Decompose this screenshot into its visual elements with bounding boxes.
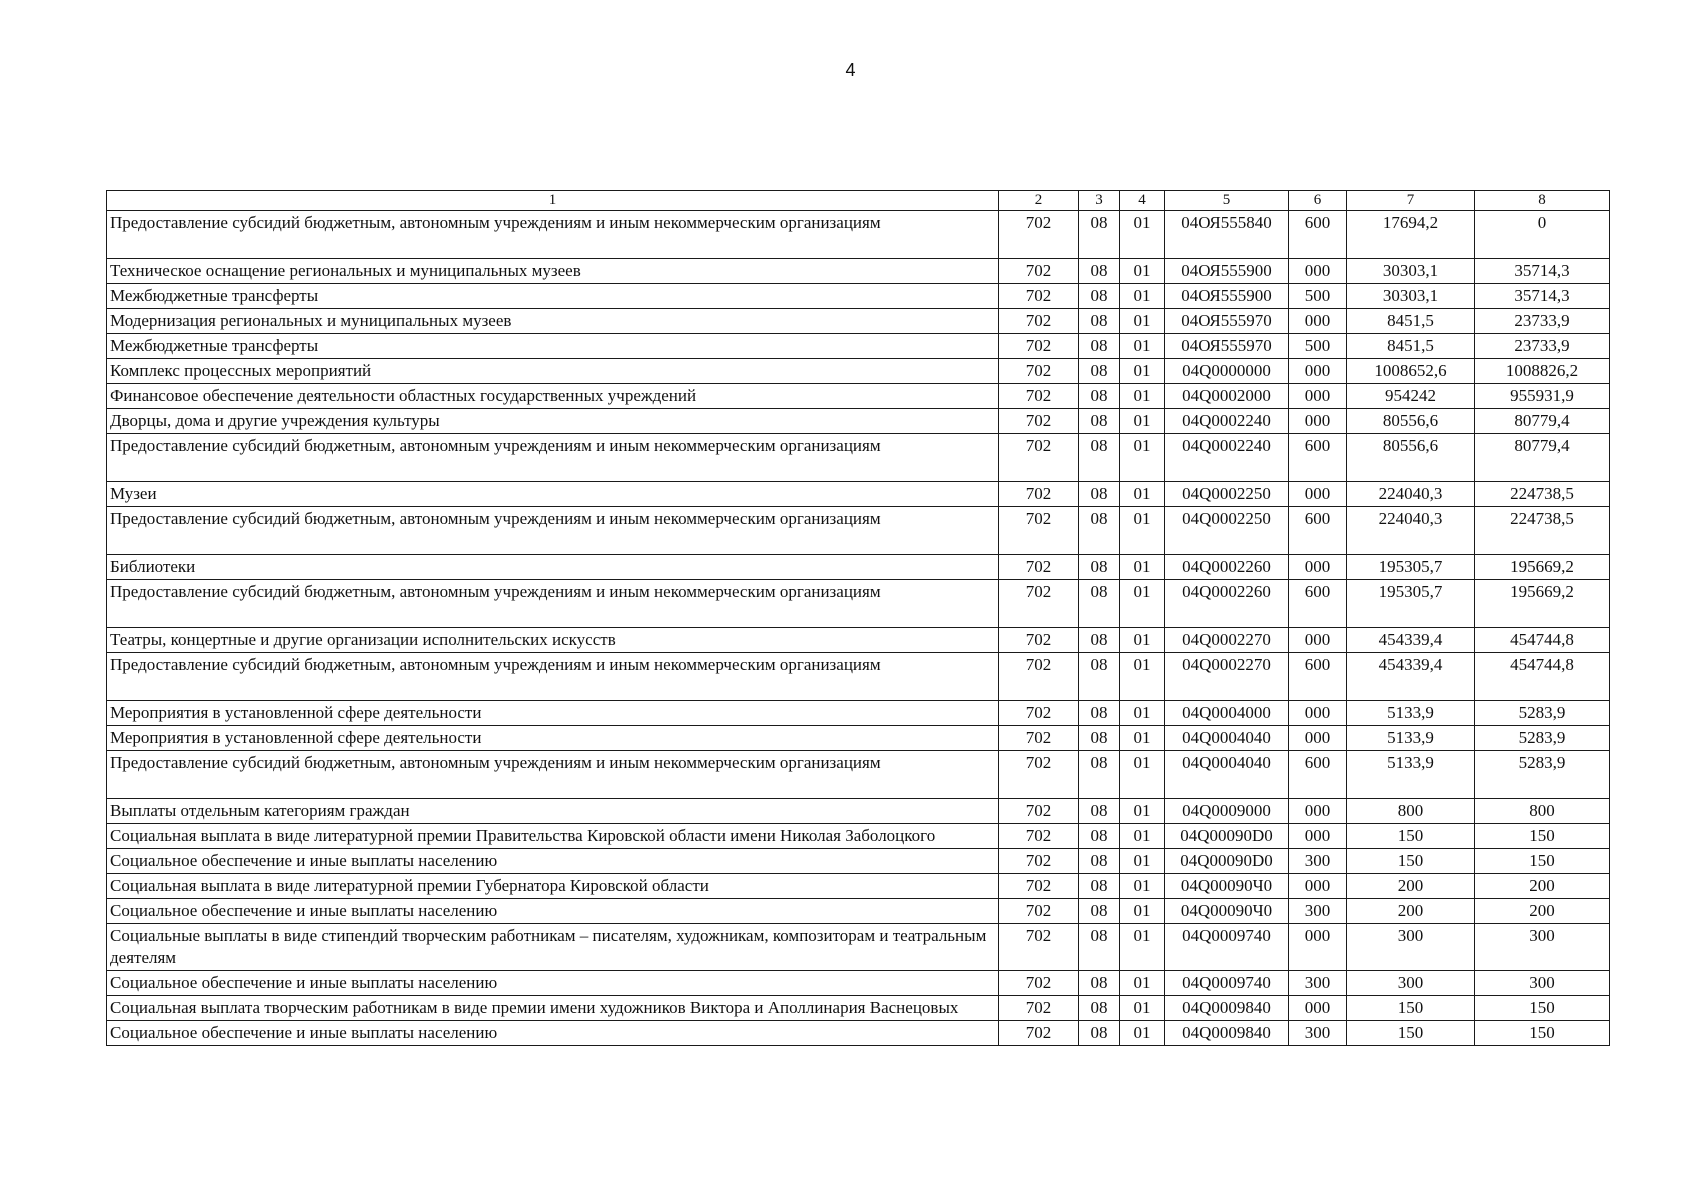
expense-type-cell: 600: [1289, 580, 1347, 628]
code-702-cell: 702: [999, 628, 1079, 653]
section-cell: 08: [1079, 284, 1120, 309]
subsection-cell: 01: [1120, 799, 1165, 824]
row-name-cell: Социальная выплата в виде литературной премии Губернатора Кировской области: [107, 874, 999, 899]
table-row: [107, 434, 1610, 482]
amount-col8-cell: 300: [1475, 971, 1610, 996]
expense-type-cell: 000: [1289, 259, 1347, 284]
row-name-cell: Предоставление субсидий бюджетным, автономным учреждениям и иным некоммерческим организациям: [107, 507, 999, 555]
amount-col8-cell: 195669,2: [1475, 580, 1610, 628]
section-cell: 08: [1079, 359, 1120, 384]
table-row: [107, 555, 1610, 580]
code-702-cell: 702: [999, 507, 1079, 555]
section-cell: 08: [1079, 507, 1120, 555]
amount-col8-cell: 454744,8: [1475, 653, 1610, 701]
row-name-cell: Социальная выплата творческим работникам в виде премии имени художников Виктора и Аполлинария Васнецовых: [107, 996, 999, 1021]
amount-col8-cell: 300: [1475, 924, 1610, 971]
amount-col8-cell: 200: [1475, 874, 1610, 899]
column-header-8: 8: [1475, 191, 1610, 211]
target-article-cell: 04Q0002270: [1165, 653, 1289, 701]
table-row: [107, 309, 1610, 334]
table-row: [107, 996, 1610, 1021]
amount-col8-cell: 80779,4: [1475, 409, 1610, 434]
table-row: [107, 799, 1610, 824]
code-702-cell: 702: [999, 751, 1079, 799]
amount-col8-cell: 0: [1475, 211, 1610, 259]
table-row: [107, 849, 1610, 874]
row-name-cell: Финансовое обеспечение деятельности областных государственных учреждений: [107, 384, 999, 409]
expense-type-cell: 600: [1289, 751, 1347, 799]
amount-col8-cell: 5283,9: [1475, 726, 1610, 751]
code-702-cell: 702: [999, 434, 1079, 482]
row-name-cell: Социальные выплаты в виде стипендий творческим работникам – писателям, художникам, композиторам и театральным деятелям: [107, 924, 999, 971]
row-name-cell: Комплекс процессных мероприятий: [107, 359, 999, 384]
expense-type-cell: 000: [1289, 384, 1347, 409]
section-cell: 08: [1079, 409, 1120, 434]
amount-col8-cell: 150: [1475, 996, 1610, 1021]
table-row: [107, 899, 1610, 924]
subsection-cell: 01: [1120, 924, 1165, 971]
subsection-cell: 01: [1120, 284, 1165, 309]
amount-col7-cell: 5133,9: [1347, 726, 1475, 751]
target-article-cell: 04Q0002250: [1165, 507, 1289, 555]
subsection-cell: 01: [1120, 628, 1165, 653]
table-body: [107, 211, 1610, 1046]
target-article-cell: 04Q0004040: [1165, 751, 1289, 799]
row-name-cell: Дворцы, дома и другие учреждения культуры: [107, 409, 999, 434]
subsection-cell: 01: [1120, 653, 1165, 701]
expense-type-cell: 000: [1289, 726, 1347, 751]
amount-col8-cell: 23733,9: [1475, 309, 1610, 334]
amount-col8-cell: 5283,9: [1475, 751, 1610, 799]
code-702-cell: 702: [999, 1021, 1079, 1046]
amount-col7-cell: 224040,3: [1347, 507, 1475, 555]
expense-type-cell: 000: [1289, 482, 1347, 507]
subsection-cell: 01: [1120, 434, 1165, 482]
section-cell: 08: [1079, 751, 1120, 799]
code-702-cell: 702: [999, 284, 1079, 309]
expense-type-cell: 600: [1289, 434, 1347, 482]
column-header-2: 2: [999, 191, 1079, 211]
amount-col8-cell: 454744,8: [1475, 628, 1610, 653]
amount-col8-cell: 35714,3: [1475, 284, 1610, 309]
code-702-cell: 702: [999, 971, 1079, 996]
subsection-cell: 01: [1120, 580, 1165, 628]
code-702-cell: 702: [999, 409, 1079, 434]
target-article-cell: 04Q0002260: [1165, 555, 1289, 580]
target-article-cell: 04Q0000000: [1165, 359, 1289, 384]
section-cell: 08: [1079, 580, 1120, 628]
section-cell: 08: [1079, 924, 1120, 971]
code-702-cell: 702: [999, 849, 1079, 874]
section-cell: 08: [1079, 1021, 1120, 1046]
expense-type-cell: 300: [1289, 971, 1347, 996]
section-cell: 08: [1079, 971, 1120, 996]
table-row: [107, 507, 1610, 555]
section-cell: 08: [1079, 434, 1120, 482]
subsection-cell: 01: [1120, 849, 1165, 874]
section-cell: 08: [1079, 482, 1120, 507]
subsection-cell: 01: [1120, 874, 1165, 899]
expense-type-cell: 000: [1289, 359, 1347, 384]
row-name-cell: Предоставление субсидий бюджетным, автономным учреждениям и иным некоммерческим организациям: [107, 751, 999, 799]
budget-table: [106, 190, 1610, 1046]
table-row: [107, 482, 1610, 507]
table-row: [107, 874, 1610, 899]
row-name-cell: Социальное обеспечение и иные выплаты населению: [107, 899, 999, 924]
section-cell: 08: [1079, 799, 1120, 824]
code-702-cell: 702: [999, 996, 1079, 1021]
expense-type-cell: 000: [1289, 309, 1347, 334]
amount-col7-cell: 300: [1347, 971, 1475, 996]
expense-type-cell: 500: [1289, 334, 1347, 359]
target-article-cell: 04Q0009740: [1165, 971, 1289, 996]
expense-type-cell: 000: [1289, 924, 1347, 971]
subsection-cell: 01: [1120, 899, 1165, 924]
subsection-cell: 01: [1120, 701, 1165, 726]
amount-col8-cell: 955931,9: [1475, 384, 1610, 409]
section-cell: 08: [1079, 334, 1120, 359]
table-row: [107, 1021, 1610, 1046]
amount-col7-cell: 150: [1347, 996, 1475, 1021]
amount-col7-cell: 80556,6: [1347, 434, 1475, 482]
subsection-cell: 01: [1120, 384, 1165, 409]
target-article-cell: 04Q0009840: [1165, 1021, 1289, 1046]
amount-col7-cell: 5133,9: [1347, 701, 1475, 726]
target-article-cell: 04ОЯ555900: [1165, 284, 1289, 309]
section-cell: 08: [1079, 824, 1120, 849]
table-row: [107, 971, 1610, 996]
subsection-cell: 01: [1120, 259, 1165, 284]
expense-type-cell: 000: [1289, 824, 1347, 849]
amount-col8-cell: 195669,2: [1475, 555, 1610, 580]
subsection-cell: 01: [1120, 409, 1165, 434]
code-702-cell: 702: [999, 482, 1079, 507]
row-name-cell: Мероприятия в установленной сфере деятельности: [107, 701, 999, 726]
section-cell: 08: [1079, 726, 1120, 751]
table-row: [107, 824, 1610, 849]
target-article-cell: 04Q0004040: [1165, 726, 1289, 751]
amount-col8-cell: 224738,5: [1475, 507, 1610, 555]
amount-col8-cell: 200: [1475, 899, 1610, 924]
section-cell: 08: [1079, 384, 1120, 409]
amount-col8-cell: 35714,3: [1475, 259, 1610, 284]
column-header-5: 5: [1165, 191, 1289, 211]
section-cell: 08: [1079, 701, 1120, 726]
amount-col7-cell: 30303,1: [1347, 284, 1475, 309]
target-article-cell: 04Q0009840: [1165, 996, 1289, 1021]
amount-col7-cell: 300: [1347, 924, 1475, 971]
section-cell: 08: [1079, 259, 1120, 284]
subsection-cell: 01: [1120, 1021, 1165, 1046]
target-article-cell: 04Q0002000: [1165, 384, 1289, 409]
amount-col7-cell: 8451,5: [1347, 334, 1475, 359]
target-article-cell: 04ОЯ555900: [1165, 259, 1289, 284]
expense-type-cell: 600: [1289, 653, 1347, 701]
amount-col7-cell: 150: [1347, 1021, 1475, 1046]
row-name-cell: Выплаты отдельным категориям граждан: [107, 799, 999, 824]
amount-col8-cell: 150: [1475, 1021, 1610, 1046]
expense-type-cell: 000: [1289, 409, 1347, 434]
section-cell: 08: [1079, 628, 1120, 653]
expense-type-cell: 000: [1289, 799, 1347, 824]
target-article-cell: 04ОЯ555840: [1165, 211, 1289, 259]
target-article-cell: 04Q0009740: [1165, 924, 1289, 971]
table-row: [107, 334, 1610, 359]
table-row: [107, 580, 1610, 628]
code-702-cell: 702: [999, 211, 1079, 259]
table-row: [107, 751, 1610, 799]
subsection-cell: 01: [1120, 726, 1165, 751]
target-article-cell: 04Q00090Ч0: [1165, 899, 1289, 924]
table-row: [107, 359, 1610, 384]
subsection-cell: 01: [1120, 309, 1165, 334]
code-702-cell: 702: [999, 701, 1079, 726]
section-cell: 08: [1079, 555, 1120, 580]
code-702-cell: 702: [999, 259, 1079, 284]
table-row: [107, 284, 1610, 309]
code-702-cell: 702: [999, 309, 1079, 334]
code-702-cell: 702: [999, 899, 1079, 924]
target-article-cell: 04Q0002270: [1165, 628, 1289, 653]
target-article-cell: 04Q0004000: [1165, 701, 1289, 726]
expense-type-cell: 600: [1289, 211, 1347, 259]
code-702-cell: 702: [999, 555, 1079, 580]
amount-col7-cell: 800: [1347, 799, 1475, 824]
row-name-cell: Предоставление субсидий бюджетным, автономным учреждениям и иным некоммерческим организациям: [107, 434, 999, 482]
expense-type-cell: 000: [1289, 874, 1347, 899]
code-702-cell: 702: [999, 924, 1079, 971]
code-702-cell: 702: [999, 726, 1079, 751]
expense-type-cell: 000: [1289, 996, 1347, 1021]
row-name-cell: Межбюджетные трансферты: [107, 334, 999, 359]
target-article-cell: 04Q0002260: [1165, 580, 1289, 628]
expense-type-cell: 300: [1289, 1021, 1347, 1046]
table-row: [107, 259, 1610, 284]
table-row: [107, 211, 1610, 259]
row-name-cell: Социальное обеспечение и иные выплаты населению: [107, 1021, 999, 1046]
amount-col7-cell: 1008652,6: [1347, 359, 1475, 384]
amount-col8-cell: 23733,9: [1475, 334, 1610, 359]
row-name-cell: Техническое оснащение региональных и муниципальных музеев: [107, 259, 999, 284]
table-row: [107, 384, 1610, 409]
subsection-cell: 01: [1120, 359, 1165, 384]
row-name-cell: Библиотеки: [107, 555, 999, 580]
amount-col7-cell: 195305,7: [1347, 555, 1475, 580]
table-row: [107, 628, 1610, 653]
row-name-cell: Социальная выплата в виде литературной премии Правительства Кировской области имени Николая Заболоцкого: [107, 824, 999, 849]
column-header-4: 4: [1120, 191, 1165, 211]
column-header-7: 7: [1347, 191, 1475, 211]
target-article-cell: 04Q00090D0: [1165, 849, 1289, 874]
section-cell: 08: [1079, 309, 1120, 334]
expense-type-cell: 000: [1289, 555, 1347, 580]
section-cell: 08: [1079, 899, 1120, 924]
code-702-cell: 702: [999, 653, 1079, 701]
column-header-3: 3: [1079, 191, 1120, 211]
amount-col8-cell: 150: [1475, 824, 1610, 849]
target-article-cell: 04Q00090D0: [1165, 824, 1289, 849]
row-name-cell: Музеи: [107, 482, 999, 507]
table-row: [107, 701, 1610, 726]
code-702-cell: 702: [999, 334, 1079, 359]
subsection-cell: 01: [1120, 482, 1165, 507]
target-article-cell: 04Q0002240: [1165, 409, 1289, 434]
table-row: [107, 924, 1610, 971]
target-article-cell: 04Q0009000: [1165, 799, 1289, 824]
code-702-cell: 702: [999, 799, 1079, 824]
target-article-cell: 04ОЯ555970: [1165, 309, 1289, 334]
row-name-cell: Мероприятия в установленной сфере деятельности: [107, 726, 999, 751]
amount-col7-cell: 5133,9: [1347, 751, 1475, 799]
code-702-cell: 702: [999, 580, 1079, 628]
table-row: [107, 653, 1610, 701]
code-702-cell: 702: [999, 824, 1079, 849]
table-row: [107, 726, 1610, 751]
subsection-cell: 01: [1120, 334, 1165, 359]
amount-col7-cell: 454339,4: [1347, 653, 1475, 701]
amount-col7-cell: 195305,7: [1347, 580, 1475, 628]
target-article-cell: 04Q0002240: [1165, 434, 1289, 482]
column-header-1: 1: [107, 191, 999, 211]
expense-type-cell: 500: [1289, 284, 1347, 309]
column-header-6: 6: [1289, 191, 1347, 211]
target-article-cell: 04Q00090Ч0: [1165, 874, 1289, 899]
amount-col8-cell: 5283,9: [1475, 701, 1610, 726]
row-name-cell: Межбюджетные трансферты: [107, 284, 999, 309]
row-name-cell: Предоставление субсидий бюджетным, автономным учреждениям и иным некоммерческим организациям: [107, 211, 999, 259]
section-cell: 08: [1079, 211, 1120, 259]
row-name-cell: Предоставление субсидий бюджетным, автономным учреждениям и иным некоммерческим организациям: [107, 653, 999, 701]
section-cell: 08: [1079, 996, 1120, 1021]
amount-col7-cell: 150: [1347, 824, 1475, 849]
section-cell: 08: [1079, 874, 1120, 899]
row-name-cell: Предоставление субсидий бюджетным, автономным учреждениям и иным некоммерческим организациям: [107, 580, 999, 628]
section-cell: 08: [1079, 653, 1120, 701]
amount-col7-cell: 200: [1347, 874, 1475, 899]
amount-col7-cell: 200: [1347, 899, 1475, 924]
page-number: 4: [845, 60, 856, 80]
subsection-cell: 01: [1120, 555, 1165, 580]
code-702-cell: 702: [999, 384, 1079, 409]
expense-type-cell: 600: [1289, 507, 1347, 555]
code-702-cell: 702: [999, 359, 1079, 384]
amount-col8-cell: 800: [1475, 799, 1610, 824]
expense-type-cell: 300: [1289, 849, 1347, 874]
section-cell: 08: [1079, 849, 1120, 874]
expense-type-cell: 300: [1289, 899, 1347, 924]
row-name-cell: Социальное обеспечение и иные выплаты населению: [107, 971, 999, 996]
subsection-cell: 01: [1120, 824, 1165, 849]
subsection-cell: 01: [1120, 751, 1165, 799]
row-name-cell: Социальное обеспечение и иные выплаты населению: [107, 849, 999, 874]
subsection-cell: 01: [1120, 211, 1165, 259]
subsection-cell: 01: [1120, 971, 1165, 996]
table-row: [107, 409, 1610, 434]
amount-col7-cell: 17694,2: [1347, 211, 1475, 259]
amount-col7-cell: 954242: [1347, 384, 1475, 409]
amount-col7-cell: 150: [1347, 849, 1475, 874]
amount-col7-cell: 8451,5: [1347, 309, 1475, 334]
amount-col7-cell: 454339,4: [1347, 628, 1475, 653]
amount-col7-cell: 30303,1: [1347, 259, 1475, 284]
header-row: [107, 191, 1610, 211]
code-702-cell: 702: [999, 874, 1079, 899]
amount-col7-cell: 224040,3: [1347, 482, 1475, 507]
target-article-cell: 04Q0002250: [1165, 482, 1289, 507]
amount-col8-cell: 80779,4: [1475, 434, 1610, 482]
row-name-cell: Театры, концертные и другие организации исполнительских искусств: [107, 628, 999, 653]
target-article-cell: 04ОЯ555970: [1165, 334, 1289, 359]
expense-type-cell: 000: [1289, 628, 1347, 653]
amount-col7-cell: 80556,6: [1347, 409, 1475, 434]
amount-col8-cell: 1008826,2: [1475, 359, 1610, 384]
subsection-cell: 01: [1120, 996, 1165, 1021]
amount-col8-cell: 224738,5: [1475, 482, 1610, 507]
expense-type-cell: 000: [1289, 701, 1347, 726]
row-name-cell: Модернизация региональных и муниципальных музеев: [107, 309, 999, 334]
subsection-cell: 01: [1120, 507, 1165, 555]
amount-col8-cell: 150: [1475, 849, 1610, 874]
